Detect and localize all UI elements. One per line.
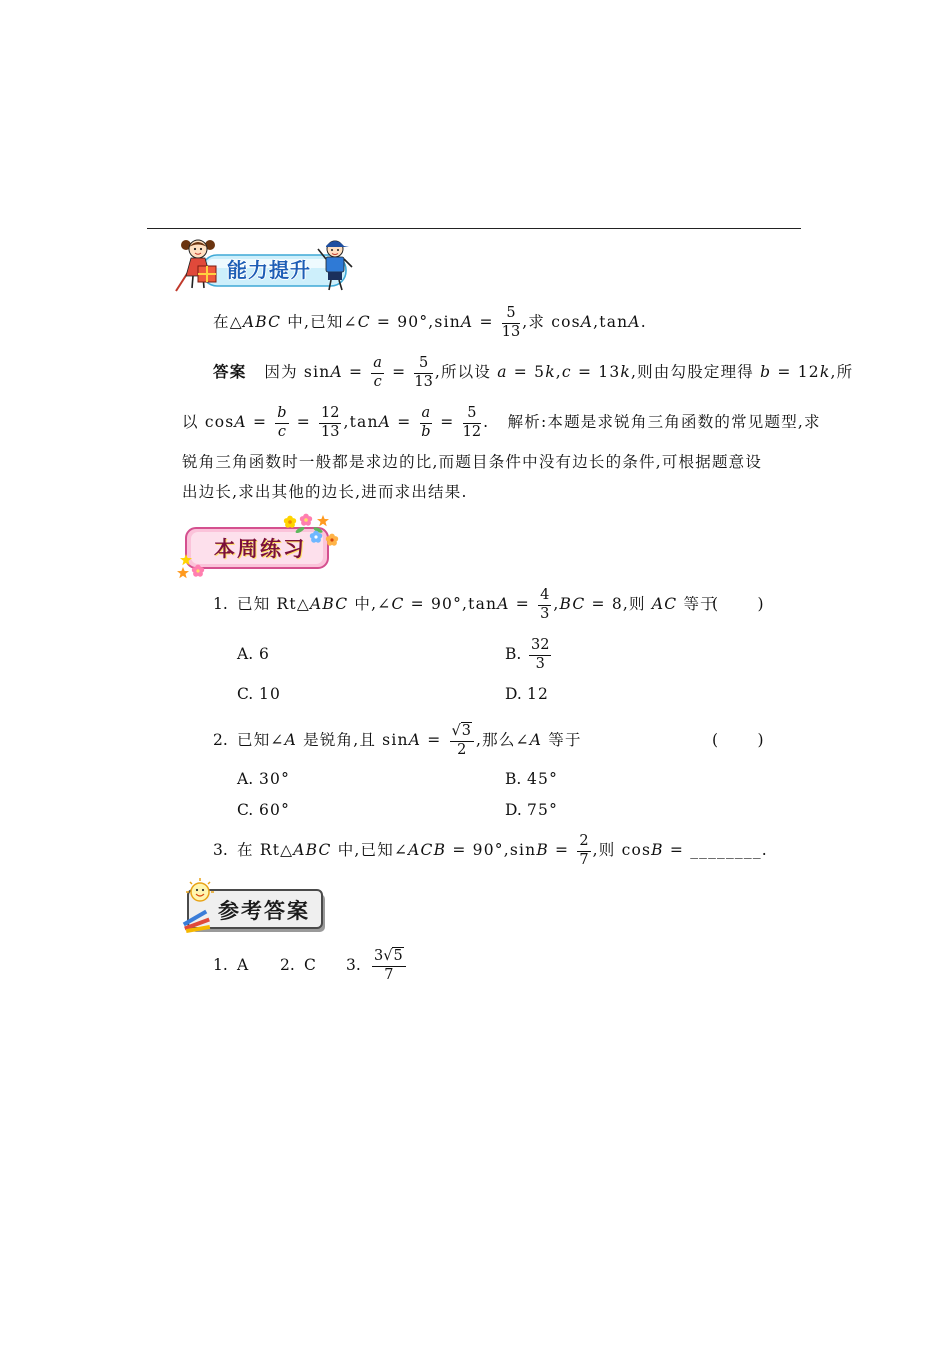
math-variable: b — [760, 363, 772, 381]
option-label: C. — [237, 685, 254, 703]
math-variable: B — [536, 841, 549, 859]
text-run: = — [391, 413, 418, 431]
text-run: ,tan — [343, 413, 379, 431]
text-run: ,则由勾股定理得 — [630, 363, 761, 381]
section-title-ability: 能力提升 — [227, 258, 311, 282]
text-run: = — [548, 841, 576, 859]
question-3 — [213, 833, 768, 867]
fraction — [420, 406, 433, 441]
answer-text — [264, 354, 854, 390]
math-variable: c — [561, 363, 572, 381]
fraction-numerator: a — [420, 406, 433, 424]
text-run: . 解析:本题是求锐角三角函数的常见题型,求 — [483, 413, 821, 431]
text-run: 以 cos — [182, 413, 235, 431]
math-variable: A — [284, 731, 297, 749]
q1-option-a — [237, 637, 270, 671]
option-value — [259, 645, 270, 663]
fraction-denominator: 7 — [579, 851, 589, 868]
text-run: 因为 sin — [264, 363, 331, 381]
fraction-denominator: b — [421, 423, 431, 440]
answer-value — [370, 947, 408, 983]
question-number: 2. — [213, 731, 228, 749]
text-run: = — [290, 413, 318, 431]
fraction — [502, 306, 520, 341]
math-variable: A — [330, 363, 343, 381]
section-banner-practice — [176, 512, 342, 580]
fraction-denominator: 13 — [501, 323, 521, 340]
math-variable: ABC — [293, 841, 332, 859]
section-title-reference: 参考答案 — [218, 899, 310, 923]
text-run: 中,已知∠ — [331, 841, 409, 859]
q2-option-b — [505, 762, 558, 796]
question-number: 3. — [213, 841, 228, 859]
fraction — [463, 406, 481, 441]
text-run: = — [342, 363, 370, 381]
text-run: ,所 — [830, 363, 854, 381]
text-run: 中,已知∠ — [281, 313, 358, 331]
fraction-numerator: 5 — [463, 406, 481, 424]
fraction-denominator: 13 — [321, 423, 340, 440]
math-variable: C — [391, 595, 405, 613]
math-variable: k — [545, 363, 556, 381]
q1-option-b — [505, 637, 553, 671]
fraction — [371, 356, 384, 391]
q2-option-c — [237, 793, 290, 827]
fraction — [450, 724, 474, 759]
text-run: 锐角三角函数时一般都是求边的比,而题目条件中没有边长的条件,可根据题意设 — [182, 453, 763, 471]
fraction-numerator: 2 — [577, 834, 590, 852]
option-value — [527, 770, 558, 788]
math-variable: ABC — [242, 313, 282, 331]
text-run: = — [421, 731, 448, 749]
option-label: B. — [505, 770, 522, 788]
text-run: = — [509, 595, 537, 613]
fraction-denominator: 2 — [457, 741, 467, 758]
math-variable: B — [651, 841, 664, 859]
answer-value — [237, 956, 249, 974]
text-run: = — [663, 841, 691, 859]
fraction-denominator: 12 — [462, 423, 482, 440]
example-answer-line-1 — [213, 355, 853, 389]
answer-bracket: ( ) — [712, 731, 764, 749]
text-run: 6 — [259, 645, 271, 663]
answer-label: 答案 — [213, 362, 247, 381]
text-run: 75° — [527, 801, 559, 819]
text-run: 30° — [259, 770, 291, 788]
text-run: 等于 — [677, 595, 717, 613]
option-value — [527, 685, 549, 703]
text-run: = — [473, 313, 500, 331]
option-label: A. — [237, 770, 254, 788]
text-run: ,tan — [593, 313, 629, 331]
fraction-denominator: c — [277, 423, 286, 440]
text-run: ,那么∠ — [476, 731, 530, 749]
example-answer-line-2 — [182, 405, 821, 439]
text-run: C — [304, 956, 318, 974]
q1-option-c — [237, 677, 281, 711]
fraction-numerator — [450, 724, 474, 742]
option-value — [259, 770, 290, 788]
radicand: 5 — [393, 947, 403, 964]
math-variable: A — [378, 413, 392, 431]
fraction-numerator: 3√5 — [372, 949, 406, 967]
answer-number: 3. — [346, 956, 361, 974]
fraction-denominator: 13 — [414, 373, 433, 390]
option-value — [259, 801, 290, 819]
text-run: = — [385, 363, 413, 381]
option-label: A. — [237, 645, 254, 663]
math-variable: A — [628, 313, 641, 331]
math-variable: A — [408, 731, 422, 749]
fraction-numerator: b — [275, 406, 288, 424]
text-run: , — [555, 363, 562, 381]
section-title-practice: 本周练习 — [214, 537, 306, 561]
fraction-numerator: 32 — [529, 638, 551, 656]
radicand: 3 — [461, 722, 472, 739]
text-run: = 8,则 — [585, 595, 652, 613]
answer-number: 1. — [213, 956, 228, 974]
radical-sign: √ — [383, 947, 393, 964]
reference-answer-2 — [280, 948, 317, 982]
text-run: ,则 cos — [592, 841, 652, 859]
fraction-numerator: a — [371, 356, 384, 374]
text-run: = 90°,tan — [404, 595, 498, 613]
text-run: 12 — [527, 685, 550, 703]
answer-text — [182, 453, 762, 471]
q2-option-d — [505, 793, 558, 827]
text-run: A — [237, 956, 250, 974]
text-run: ,求 cos — [522, 313, 581, 331]
option-value — [259, 685, 281, 703]
text-run: 已知 Rt△ — [237, 595, 310, 613]
answer-text — [182, 404, 821, 440]
math-variable: BC — [559, 595, 586, 613]
answer-number: 2. — [280, 956, 295, 974]
fraction — [577, 834, 590, 869]
fraction — [414, 356, 432, 391]
option-label: D. — [505, 801, 522, 819]
text-run: = — [246, 413, 274, 431]
text-run: = 13 — [571, 363, 621, 381]
text-run: ,所以设 — [434, 363, 498, 381]
text-run: = 90°,sin — [446, 841, 537, 859]
fraction — [372, 949, 406, 984]
text-run: , — [553, 595, 560, 613]
text-run: ________ — [690, 841, 762, 859]
fraction — [529, 638, 551, 673]
question-2 — [213, 723, 582, 757]
math-variable: A — [529, 731, 543, 749]
text-run: 45° — [527, 770, 559, 788]
text-run: 在 Rt△ — [237, 841, 294, 859]
math-variable: k — [620, 363, 631, 381]
reference-answer-3 — [346, 948, 408, 982]
math-variable: a — [497, 363, 508, 381]
text-run: = 12 — [771, 363, 820, 381]
math-variable: ACB — [408, 841, 447, 859]
q1-option-d — [505, 677, 549, 711]
question-text — [237, 586, 717, 622]
fraction — [319, 406, 341, 441]
math-variable: A — [234, 413, 247, 431]
text-run: = 5 — [507, 363, 546, 381]
math-variable: A — [497, 595, 510, 613]
math-variable: AC — [651, 595, 678, 613]
q2-option-a — [237, 762, 290, 796]
math-variable: C — [357, 313, 371, 331]
question-text — [237, 722, 582, 758]
text-run: 是锐角,且 sin — [297, 731, 409, 749]
fraction-denominator: 3 — [535, 655, 545, 672]
text-run: = 90°,sin — [370, 313, 461, 331]
fraction — [538, 588, 551, 623]
math-variable: ABC — [309, 595, 349, 613]
fraction-numerator: 12 — [319, 406, 341, 424]
question-text — [237, 832, 768, 868]
radical-sign: √ — [451, 722, 461, 739]
question-number: 1. — [213, 595, 228, 613]
option-label: D. — [505, 685, 522, 703]
math-variable: k — [819, 363, 831, 381]
fraction-denominator: 7 — [384, 966, 394, 983]
text-run: = — [434, 413, 461, 431]
math-variable: A — [580, 313, 594, 331]
text-run: 中,∠ — [348, 595, 392, 613]
reference-answer-1 — [213, 948, 249, 982]
fraction-denominator: 3 — [540, 605, 550, 622]
answer-value — [304, 956, 317, 974]
fraction — [275, 406, 288, 441]
text-run: 10 — [259, 685, 282, 703]
example-question-text — [213, 304, 647, 340]
option-value — [527, 801, 558, 819]
header-rule — [147, 228, 801, 229]
fraction-numerator: 5 — [414, 356, 432, 374]
example-answer-line-3 — [182, 445, 762, 479]
text-run: 出边长,求出其他的边长,进而求出结果. — [182, 483, 468, 501]
fraction-numerator: 4 — [538, 588, 551, 606]
answer-bracket: ( ) — [712, 595, 764, 613]
option-value — [527, 636, 553, 672]
section-banner-reference — [178, 876, 328, 934]
text-run: 在△ — [213, 313, 243, 331]
text-run: . — [761, 841, 768, 859]
text-run: 已知∠ — [237, 731, 285, 749]
fraction-numerator: 5 — [502, 306, 520, 324]
option-label: C. — [237, 801, 254, 819]
text-run: . — [640, 313, 647, 331]
text-run: 60° — [259, 801, 291, 819]
math-variable: A — [460, 313, 474, 331]
text-run: 等于 — [542, 731, 582, 749]
section-banner-ability — [172, 236, 356, 294]
answer-text — [182, 483, 468, 501]
fraction-denominator: c — [373, 373, 382, 390]
example-answer-line-4 — [182, 475, 468, 509]
example-question — [213, 305, 647, 339]
question-1 — [213, 587, 717, 621]
option-label: B. — [505, 645, 522, 663]
